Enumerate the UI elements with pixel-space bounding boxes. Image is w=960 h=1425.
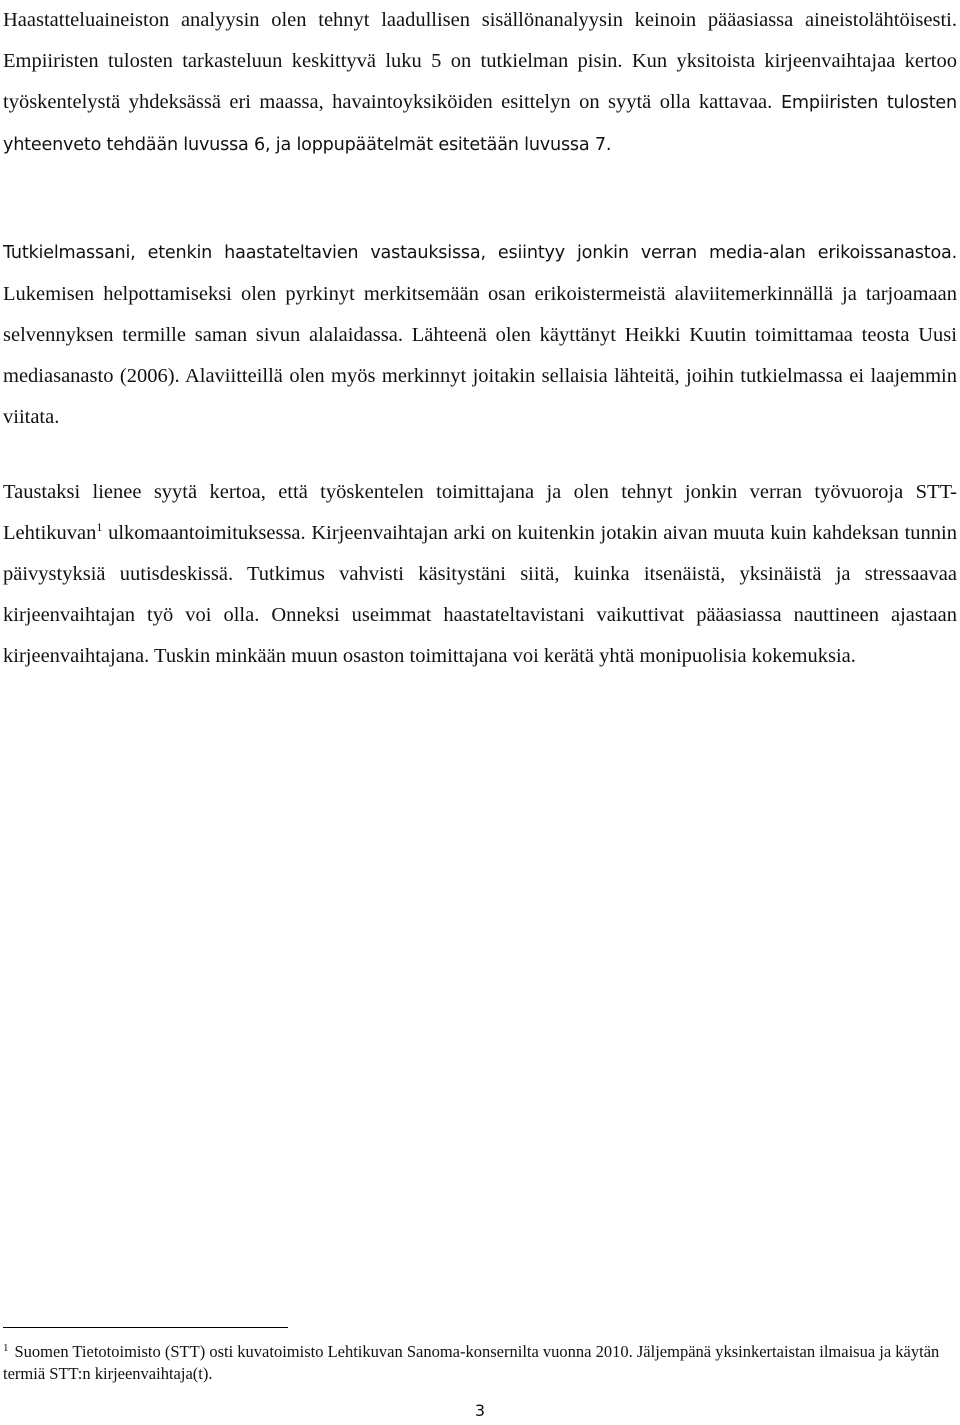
- paragraph-analysis: [3, 0, 957, 166]
- paragraph-text: Empiiristen tulosten yhteenveto tehdään luvussa 6, ja loppupäätelmät esitetään luvussa 7.: [3, 93, 957, 155]
- paragraph-text: Taustaksi lienee syytä kertoa, että työskentelen toimittajana ja olen tehnyt jonkin verran työvuoroja STT-Lehtikuvan: [3, 481, 957, 544]
- paragraph-text: Haastatteluaineiston analyysin olen tehnyt laadullisen sisällönanalyysin keinoin pääasiassa aineistolähtöisesti. Empiiristen tulosten tarkasteluun keskittyvä luku 5 on tutkielman pisin. Kun yksitoista kirjeenvaihtajaa kertoo työskentelystä yhdeksässä eri maassa, havaintoyksiköiden esittelyn on syytä olla kattavaa.: [3, 9, 957, 113]
- footnote-text: Suomen Tietotoimisto (STT) osti kuvatoimisto Lehtikuvan Sanoma-konsernilta vuonna 2010. Jäljempänä yksinkertaistan ilmaisua ja käytän termiä STT:n kirjeenvaihtaja(t).: [3, 1342, 940, 1383]
- footnote-divider: [3, 1327, 288, 1328]
- paragraph-text: Tutkielmassani, etenkin haastateltavien vastauksissa, esiintyy jonkin verran media-alan erikoissanastoa.: [3, 243, 957, 263]
- page-number: 3: [474, 1401, 486, 1420]
- paragraph-background: [3, 472, 957, 677]
- paragraph-text: ulkomaantoimituksessa. Kirjeenvaihtajan arki on kuitenkin jotakin aivan muuta kuin kahdeksan tunnin päivystyksiä uutisdeskissä. Tutkimus vahvisti käsitystäni siitä, kuinka itsenäistä, yksinäistä ja stressaavaa kirjeenvaihtajan työ voi olla. Onneksi useimmat haastateltavistani vaikuttivat pääasiassa nauttineen ajastaan kirjeenvaihtajana. Tuskin minkään muun osaston toimittajana voi kerätä yhtä monipuolisia kokemuksia.: [3, 522, 957, 667]
- paragraph-terminology: [3, 232, 957, 438]
- paragraph-text: Lukemisen helpottamiseksi olen pyrkinyt merkitsemään osan erikoistermeistä alaviitemerkinnällä ja tarjoamaan selvennyksen termille saman sivun alalaidassa. Lähteenä olen käyttänyt Heikki Kuutin toimittamaa teosta Uusi mediasanasto (2006). Alaviitteillä olen myös merkinnyt joitakin sellaisia lähteitä, joihin tutkielmassa ei laajemmin viitata.: [3, 283, 957, 428]
- footnote: [3, 1341, 953, 1385]
- footnote-reference[interactable]: 1: [96, 520, 103, 535]
- footnote-marker: 1: [3, 1341, 9, 1354]
